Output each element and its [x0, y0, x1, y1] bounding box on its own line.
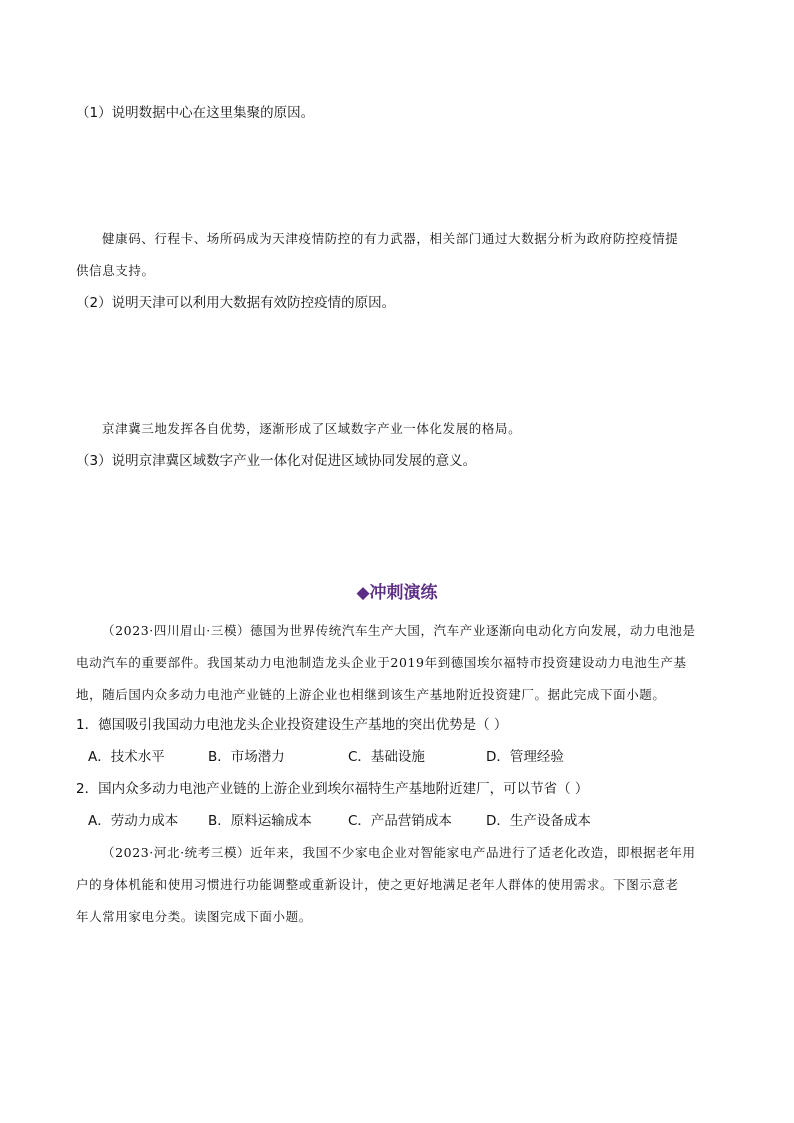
- passage-1-line-3: 地，随后国内众多动力电池产业链的上游企业也相继到该生产基地附近投资建厂。据此完成下面小题。: [76, 687, 666, 702]
- diamond-icon: ◆: [356, 583, 370, 603]
- passage-2-line-2: 户的身体机能和使用习惯进行功能调整或重新设计，使之更好地满足老年人群体的使用需求。下图示意老: [76, 877, 679, 892]
- health-code-paragraph-line-2: 供信息支持。: [76, 263, 155, 278]
- option-b[interactable]: B．原料运输成本: [208, 813, 312, 829]
- passage-1-line-1: （2023·四川眉山·三模）德国为世界传统汽车生产大国，汽车产业逐渐向电动化方向发展，动力电池是: [102, 623, 696, 638]
- question-2-stem: 2．国内众多动力电池产业链的上游企业到埃尔福特生产基地附近建厂，可以节省（ ）: [76, 781, 589, 797]
- jjj-paragraph: 京津冀三地发挥各自优势，逐渐形成了区域数字产业一体化发展的格局。: [102, 421, 522, 436]
- question-1-stem: 1．德国吸引我国动力电池龙头企业投资建设生产基地的突出优势是（ ）: [76, 717, 508, 733]
- option-a[interactable]: A．劳动力成本: [88, 813, 179, 829]
- option-c[interactable]: C．产品营销成本: [348, 813, 452, 829]
- option-a[interactable]: A．技术水平: [88, 749, 165, 765]
- option-d[interactable]: D．生产设备成本: [486, 813, 591, 829]
- passage-2-line-1: （2023·河北·统考三模）近年来，我国不少家电企业对智能家电产品进行了适老化改造，即根据老年用: [102, 845, 696, 860]
- section-title-text: 冲刺演练: [369, 583, 438, 603]
- option-d[interactable]: D．管理经验: [486, 749, 564, 765]
- question-3-label: （3）说明京津冀区域数字产业一体化对促进区域协同发展的意义。: [76, 453, 477, 469]
- passage-2-line-3: 年人常用家电分类。读图完成下面小题。: [76, 909, 312, 924]
- option-b[interactable]: B．市场潜力: [208, 749, 285, 765]
- question-2-label: （2）说明天津可以利用大数据有效防控疫情的原因。: [76, 295, 396, 311]
- health-code-paragraph-line-1: 健康码、行程卡、场所码成为天津疫情防控的有力武器，相关部门通过大数据分析为政府防控疫情提: [102, 231, 679, 246]
- section-heading: [0, 582, 794, 604]
- option-c[interactable]: C．基础设施: [348, 749, 425, 765]
- passage-1-line-2: 电动汽车的重要部件。我国某动力电池制造龙头企业于2019年到德国埃尔福特市投资建设动力电池生产基: [76, 655, 687, 670]
- question-1-label: （1）说明数据中心在这里集聚的原因。: [76, 105, 315, 121]
